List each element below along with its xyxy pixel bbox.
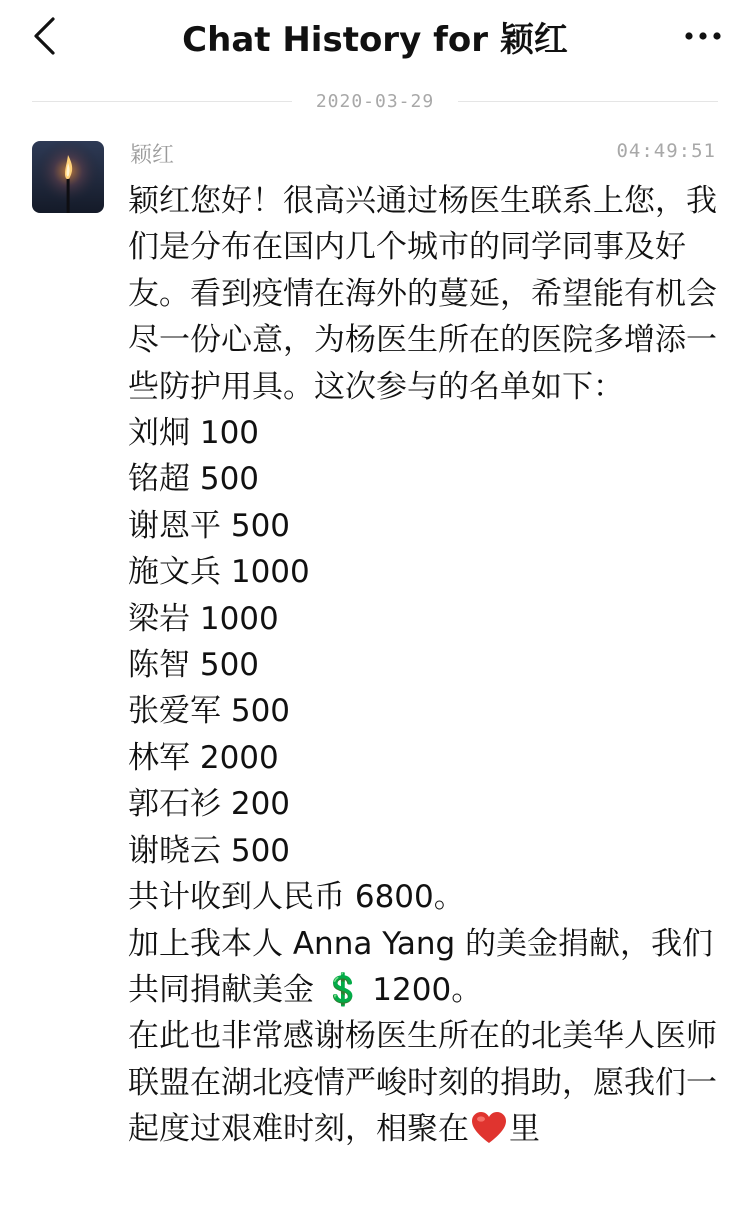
date-separator bbox=[32, 86, 718, 116]
candle-flame-avatar-image bbox=[32, 141, 104, 213]
donor-line: 陈智 500 bbox=[128, 647, 260, 684]
more-options-button[interactable] bbox=[678, 10, 728, 62]
message-body bbox=[128, 178, 724, 1153]
message-time: 04:49:51 bbox=[616, 140, 716, 162]
page-title: Chat History for 颖红 bbox=[182, 19, 568, 60]
donor-line: 林军 2000 bbox=[128, 739, 279, 776]
back-button[interactable] bbox=[22, 10, 66, 62]
sender-name: 颖红 bbox=[130, 143, 175, 168]
message-intro: 颖红您好！很高兴通过杨医生联系上您，我们是分布在国内几个城市的同学同事及好友。看到疫情在海外的蔓延，希望能有机会尽一份心意，为杨医生所在的医院多增添一些防护用具。这次参与的名单如下： bbox=[128, 183, 717, 405]
chevron-left-icon bbox=[31, 16, 57, 56]
donor-line: 铭超 500 bbox=[128, 461, 260, 498]
donor-line: 梁岩 1000 bbox=[128, 600, 279, 637]
more-horizontal-icon bbox=[683, 30, 723, 42]
avatar[interactable] bbox=[32, 141, 104, 213]
donor-line: 刘炯 100 bbox=[128, 415, 260, 452]
divider-right bbox=[458, 101, 718, 102]
divider-left bbox=[32, 101, 292, 102]
donor-line: 施文兵 1000 bbox=[128, 554, 310, 591]
total-line: 共计收到人民币 6800。 bbox=[128, 879, 465, 916]
thanks-text-end: 里 bbox=[509, 1111, 540, 1148]
top-nav-bar bbox=[0, 0, 750, 78]
thanks-text: 在此也非常感谢杨医生所在的北美华人医师联盟在湖北疫情严峻时刻的捐助，愿我们一起度过艰难时刻，相聚在 bbox=[128, 1018, 717, 1148]
thanks-paragraph bbox=[128, 1013, 724, 1152]
red-heart-icon bbox=[471, 1111, 507, 1145]
donor-line: 谢恩平 500 bbox=[128, 507, 291, 544]
donor-line: 郭石衫 200 bbox=[128, 786, 291, 823]
donor-line: 张爱军 500 bbox=[128, 693, 291, 730]
date-label: 2020-03-29 bbox=[315, 90, 435, 112]
usd-donation-line: 加上我本人 Anna Yang 的美金捐献，我们共同捐献美金 💲 1200。 bbox=[128, 925, 714, 1008]
donor-line: 谢晓云 500 bbox=[128, 832, 291, 869]
